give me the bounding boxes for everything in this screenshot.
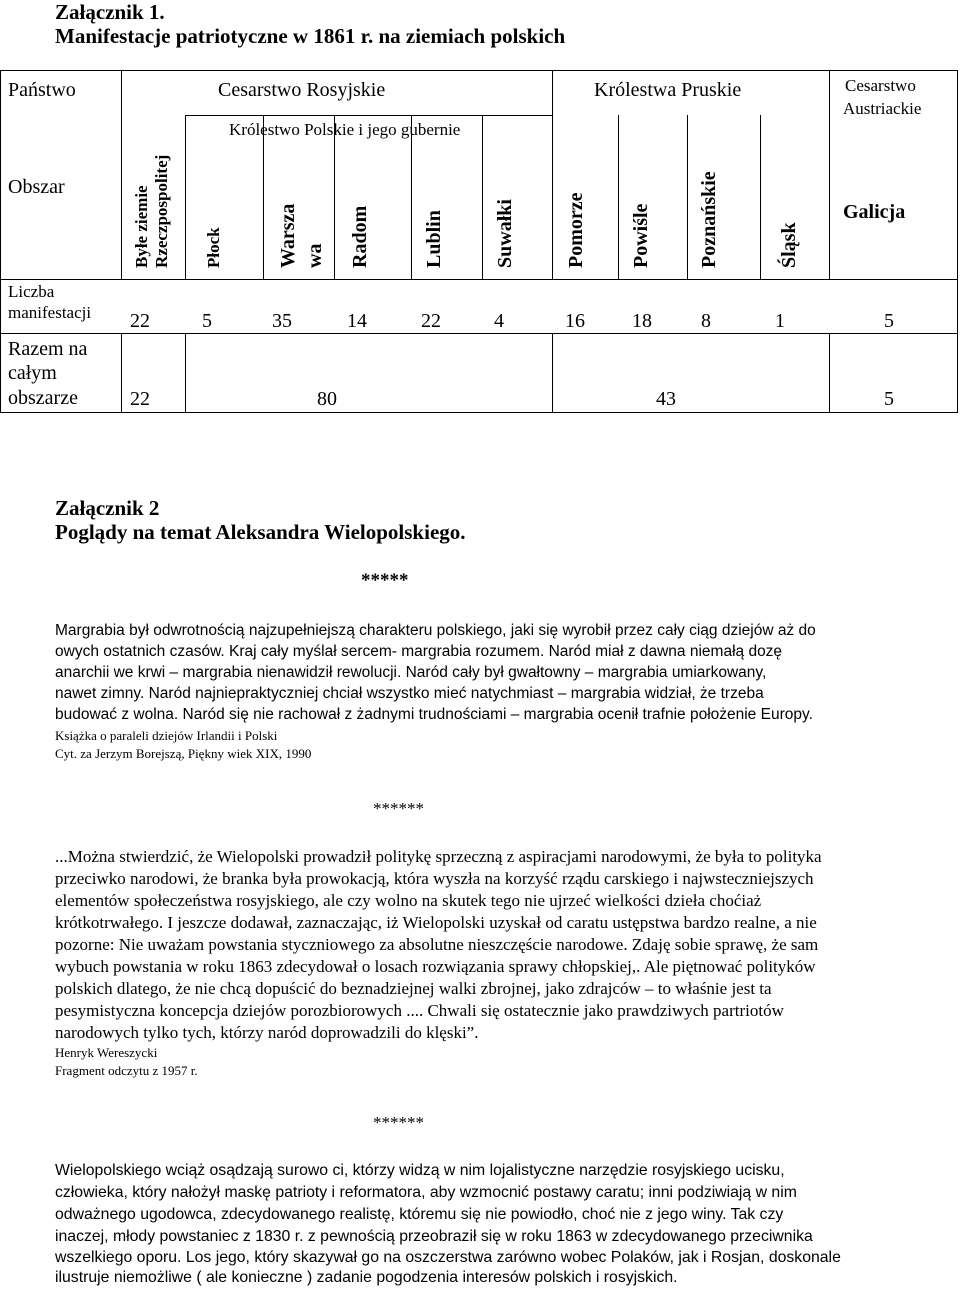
count-value: 5 (202, 310, 212, 332)
quote-2-line: pesymistyczna koncepcja dziejów porozbiorowych .... Chwali się ostatecznie jako prawdziwych partriotów (55, 1001, 784, 1020)
annex2-title: Poglądy na temat Aleksandra Wielopolskiego. (55, 520, 466, 544)
count-value: 5 (884, 310, 894, 332)
col-former-lands-line1: Byłe ziemie (132, 185, 151, 268)
quote-2-line: ...Można stwierdzić, że Wielopolski prowadził politykę sprzeczną z aspiracjami narodowymi, że była to polityka (55, 847, 822, 866)
quote-3-line: Wielopolskiego wciąż osądzają surowo ci, którzy widzą w nim lojalistyczne narzędzie rosyjskiego ucisku, (55, 1162, 785, 1179)
col-pomorze: Pomorze (565, 192, 587, 268)
quote-3-line: człowieka, który nałożył maskę patrioty i reformatora, aby wzmocnić postawy caratu; inni podziwiają w nim (55, 1184, 797, 1201)
annex1-title: Manifestacje patriotyczne w 1861 r. na ziemiach polskich (55, 24, 566, 48)
quote-3-line: inaczej, młody powstaniec z 1830 r. z pewnością przeobraził się w roku 1863 w zdecydowanego przeciwnika (55, 1228, 813, 1245)
kingdom-label: Królestwo Polskie i jego gubernie (229, 120, 461, 139)
col-galicja: Galicja (843, 201, 906, 223)
count-value: 14 (347, 310, 367, 332)
source-1-citation: Cyt. za Jerzym Borejszą, Piękny wiek XIX, 1990 (55, 746, 312, 761)
count-value: 35 (272, 310, 292, 332)
annex1-heading: Załącznik 1. (55, 0, 165, 24)
separator-1: ***** (361, 570, 409, 591)
quote-2-line: wybuch powstania w roku 1863 zdecydował o losach rozwiązania sprawy chłopskiej,. Ale piętnować polityków (55, 957, 816, 976)
total-value: 43 (656, 388, 676, 410)
source-2-author: Henryk Wereszycki (55, 1045, 158, 1060)
count-value: 18 (632, 310, 652, 332)
total-label-line1: Razem na (8, 338, 88, 360)
state-austria-line2: Austriackie (843, 99, 922, 118)
count-value: 16 (565, 310, 585, 332)
quote-1-line: owych ostatnich czasów. Kraj cały myślał sercem- margrabia rozumem. Naród miał z dawna niemałą dozę (55, 643, 783, 660)
quote-3-line: odważnego ugodowca, zdecydowanego realistę, któremu się nie powiodło, choć nie z jego winy. Tak czy (55, 1206, 784, 1223)
quote-2-line: elementów społeczeństwa rosyjskiego, ale czy wolno na skutek tego nie ujrzeć wielkości dzieła choćiaż (55, 891, 762, 910)
count-value: 22 (421, 310, 441, 332)
col-radom: Radom (349, 205, 371, 268)
col-lublin: Lublin (423, 210, 445, 268)
total-label-line3: obszarze (8, 387, 78, 409)
quote-2-line: narodowych tylko tych, którzy naród doprowadzili do klęski”. (55, 1023, 479, 1042)
state-austria-line1: Cesarstwo (845, 76, 916, 95)
source-2-note: Fragment odczytu z 1957 r. (55, 1063, 198, 1078)
total-value: 22 (130, 388, 150, 410)
col-slask: Śląsk (778, 222, 800, 268)
count-label-line1: Liczba (8, 282, 55, 301)
quote-1-line: Margrabia był odwrotnością najzupełniejszą charakteru polskiego, jaki się wyrobił przez cały ciąg dziejów aż do (55, 622, 816, 639)
quote-2-line: krótkotrwałego. I jeszcze dodawał, zaznaczając, iż Wielopolski uzyskał od caratu ustępstwa bardzo realne, a nie (55, 913, 817, 932)
count-value: 8 (701, 310, 711, 332)
state-russia: Cesarstwo Rosyjskie (218, 79, 386, 101)
source-1-book: Książka o paraleli dziejów Irlandii i Polski (55, 728, 278, 743)
annex2-heading: Załącznik 2 (55, 496, 160, 520)
state-label: Państwo (8, 79, 76, 101)
area-label: Obszar (8, 176, 65, 198)
total-value: 80 (317, 388, 337, 410)
quote-1-line: anarchii we krwi – margrabia nienawidził rewolucji. Naród cały był gwałtowny – margrabia umiarkowany, (55, 664, 767, 681)
count-label-line2: manifestacji (8, 303, 92, 322)
quote-3-line: ilustruje niemożliwe ( ale konieczne ) zadanie pogodzenia interesów polskich i rosyjskich. (55, 1269, 678, 1286)
quote-3-line: wszelkiego oporu. Los jego, który skazywał go na oszczerstwa zarówno wobec Polaków, jak i Rosjan, doskonale (55, 1249, 841, 1266)
col-warsaw-line1: Warsza (277, 203, 299, 268)
total-label-line2: całym (8, 362, 57, 384)
col-poznanskie: Poznańskie (698, 171, 720, 268)
col-plock: Płock (204, 227, 223, 268)
total-value: 5 (884, 388, 894, 410)
count-value: 22 (130, 310, 150, 332)
quote-1-line: nawet zimny. Naród najniepraktyczniej chciał wszystko mieć natychmiast – margrabia widział, że trzeba (55, 685, 764, 702)
quote-1-line: budować z wolna. Naród się nie rachował z żadnymi trudnościami – margrabia ocenił trafnie położenie Europy. (55, 706, 813, 723)
col-former-lands-line2: Rzeczpospolitej (152, 154, 171, 268)
separator-3: ****** (373, 1113, 424, 1132)
quote-2-line: pozorne: Nie uważam powstania styczniowego za absolutne nieszczęście narodowe. Zdaję sobie sprawę, że sam (55, 935, 819, 954)
separator-2: ****** (373, 799, 424, 818)
count-value: 4 (494, 310, 504, 332)
col-warsaw-line2: wa (304, 243, 326, 268)
col-suwalki: Suwałki (494, 199, 516, 268)
state-prussia: Królestwa Pruskie (594, 79, 742, 101)
count-value: 1 (775, 310, 785, 332)
quote-2-line: przeciwko narodowi, że branka była prowokacją, która wyszła na korzyść rządu carskiego i najwsteczniejszych (55, 869, 814, 888)
quote-2-line: polskich dlatego, że nie chcą dopuścić do beznadziejnej walki zbrojnej, jako zdrajców – to właśnie jest ta (55, 979, 772, 998)
col-powisle: Powiśle (630, 203, 652, 268)
